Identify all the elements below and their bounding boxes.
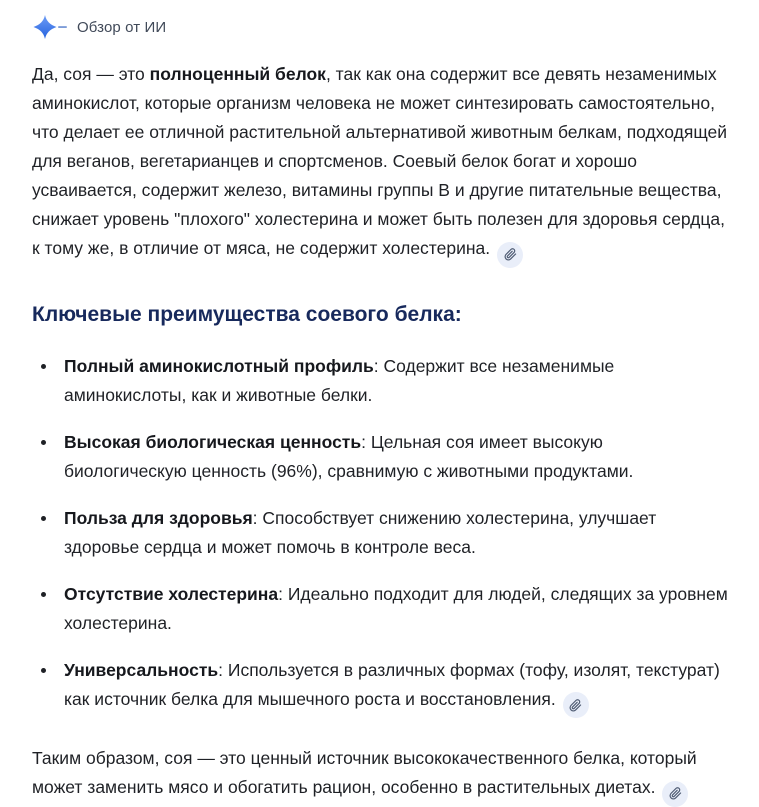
- list-item-text: : Цельная соя имеет высокую биологическую ценность (96%), сравнимую с животными продуктами.: [64, 431, 634, 481]
- ai-overview-title: Обзор от ИИ: [77, 18, 167, 36]
- list-item-title: Полный аминокислотный профиль: [64, 355, 374, 376]
- list-item-title: Универсальность: [64, 659, 219, 680]
- outro-paragraph: [32, 744, 729, 807]
- list-item-text: : Используется в различных формах (тофу, изолят, текстурат) как источник белка для мышечного роста и восстановления.: [64, 659, 720, 709]
- list-item-title: Польза для здоровья: [64, 507, 253, 528]
- sparkle-icon: [32, 14, 68, 40]
- list-item: [32, 580, 729, 638]
- list-item: [32, 352, 729, 410]
- ai-overview-header: [32, 14, 729, 40]
- list-item-text: : Содержит все незаменимые аминокислоты, как и животные белки.: [64, 355, 615, 405]
- paperclip-icon: [569, 699, 582, 712]
- list-item-title: Отсутствие холестерина: [64, 583, 279, 604]
- list-item: [32, 428, 729, 486]
- list-item-text: : Способствует снижению холестерина, улучшает здоровье сердца и может помочь в контроле веса.: [64, 507, 657, 557]
- intro-paragraph: [32, 60, 729, 268]
- list-item-title: Высокая биологическая ценность: [64, 431, 362, 452]
- section-heading: Ключевые преимущества соевого белка:: [32, 302, 462, 326]
- benefits-list: [32, 352, 729, 719]
- citation-chip-intro[interactable]: [497, 242, 523, 268]
- list-item: [32, 656, 729, 719]
- list-item-text: : Идеально подходит для людей, следящих за уровнем холестерина.: [64, 583, 728, 633]
- paperclip-icon: [669, 787, 682, 800]
- paperclip-icon: [504, 248, 517, 261]
- intro-text-start: Да, соя — это: [32, 64, 150, 84]
- outro-text: Таким образом, соя — это ценный источник высококачественного белка, который может заменить мясо и обогатить рацион, особенно в растительных диетах.: [32, 748, 697, 797]
- intro-text-rest: , так как она содержит все девять незаменимых аминокислот, которые организм человека не может синтезировать самостоятельно, что делает ее отличной растительной альтернативой животным белкам, подходящей для веганов, вегетарианцев и спортсменов. Соевый белок богат и хорошо усваивается, содержит железо, витамины группы В и другие питательные вещества, снижает уровень "плохого" холестерина и может быть полезен для здоровья сердца, к тому же, в отличие от мяса, не содержит холестерина.: [32, 64, 728, 258]
- citation-chip-outro[interactable]: [662, 781, 688, 807]
- list-item: [32, 504, 729, 562]
- intro-bold-phrase: полноценный белок: [149, 64, 326, 84]
- citation-chip-bullet[interactable]: [563, 692, 589, 718]
